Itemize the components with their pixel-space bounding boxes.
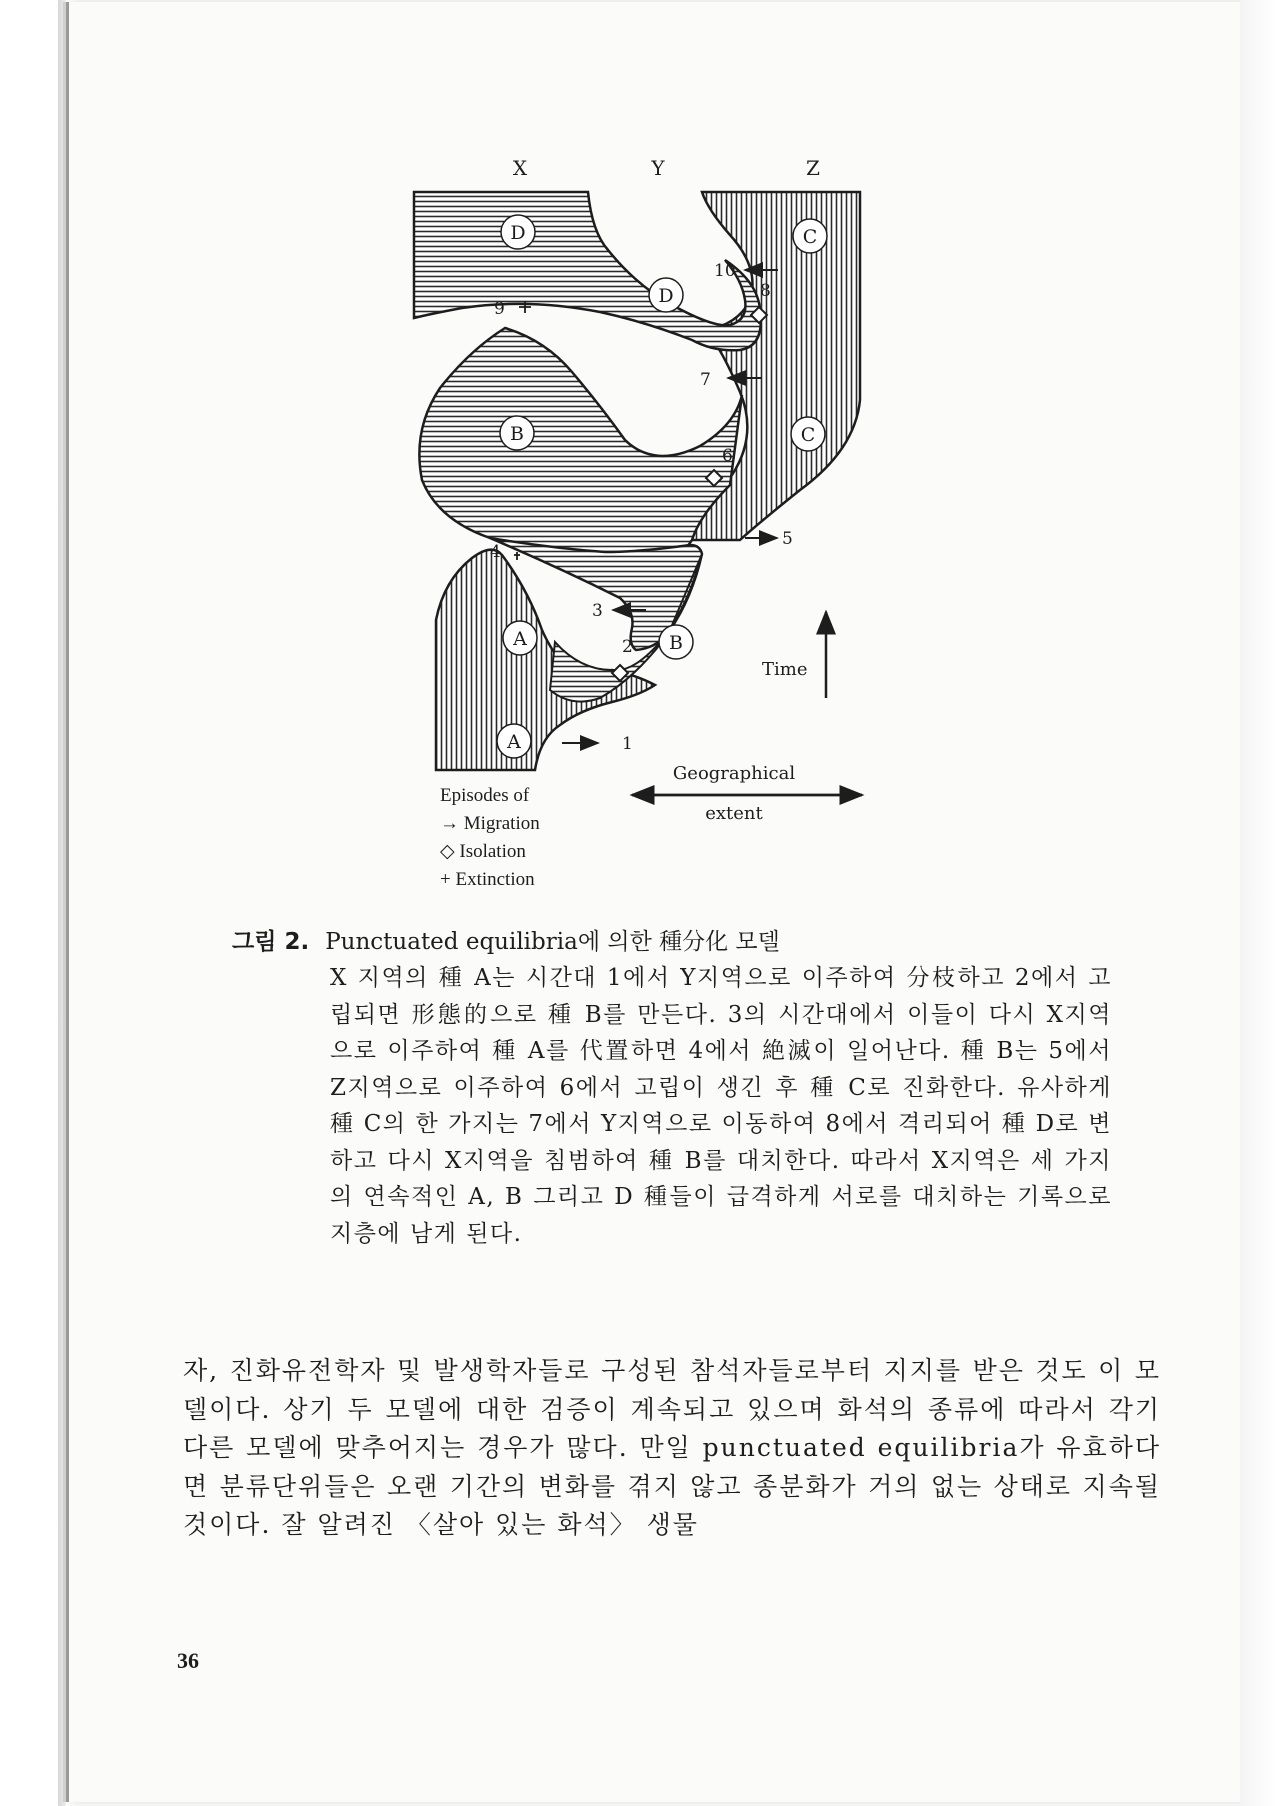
page-edge	[58, 0, 66, 1806]
page-number: 36	[177, 1648, 199, 1673]
region-label-z: Z	[806, 156, 820, 180]
species-label: A	[513, 628, 527, 650]
region-label-x: X	[512, 156, 528, 180]
episode-number: 1	[622, 734, 633, 754]
figure-caption	[232, 924, 1112, 1252]
figure-legend	[440, 782, 540, 894]
episode-number: 7	[700, 370, 711, 390]
time-label: Time	[762, 659, 808, 680]
episode-number: 6	[722, 446, 733, 466]
species-label: C	[800, 424, 816, 446]
body-paragraph: 자, 진화유전학자 및 발생학자들로 구성된 참석자들로부터 지지를 받은 것도 이 모델이다. 상기 두 모델에 대한 검증이 계속되고 있으며 화석의 종류에 따라서 각기 다른 모델에 맞추어지는 경우가 많다. 만일 punctuated equilibria가 유효하다면 분류단위들은 오랜 기간의 변화를 겪지 않고 종분화가 거의 없는 상태로 지속될 것이다. 잘 알려진 〈살아 있는 화석〉 생물	[183, 1356, 1161, 1539]
species-b-region	[419, 328, 742, 555]
episode-number: 8	[760, 281, 771, 301]
caption-number: 그림 2.	[232, 929, 310, 955]
episode-number: 5	[782, 529, 793, 549]
species-label: A	[507, 731, 521, 753]
caption-heading	[232, 924, 1112, 960]
legend-migration: → Migration	[440, 813, 540, 834]
species-label: D	[510, 222, 526, 244]
legend-isolation: ◇ Isolation	[440, 841, 526, 862]
caption-title: Punctuated equilibria에 의한 種分化 모델	[325, 929, 780, 955]
episode-number: 3	[592, 601, 603, 621]
species-label: B	[669, 632, 683, 654]
region-label-y: Y	[651, 156, 665, 180]
caption-text: X 지역의 種 A는 시간대 1에서 Y지역으로 이주하여 分枝하고 2에서 고립되면 形態的으로 種 B를 만든다. 3의 시간대에서 이들이 다시 X지역으로 이주하여 種 A를 代置하면 4에서 絶滅이 일어난다. 種 B는 5에서 Z지역으로 이주하여 6에서 고립이 생긴 후 種 C로 진화한다. 유사하게 種 C의 한 가지는 7에서 Y지역으로 이동하여 8에서 격리되어 種 D로 변하고 다시 X지역을 침범하여 種 B를 대치한다. 따라서 X지역은 세 가지의 연속적인 A, B 그리고 D 種들이 급격하게 서로를 대치하는 기록으로 지층에 남게 된다.	[330, 965, 1112, 1247]
legend-extinction: + Extinction	[440, 869, 535, 890]
species-label: D	[658, 285, 674, 307]
episode-number: 9	[494, 299, 505, 319]
geographical-label: Geographical	[672, 763, 796, 784]
legend-title: Episodes of	[440, 785, 530, 806]
species-label: B	[510, 423, 524, 445]
episode-number: 2	[622, 637, 633, 657]
episode-number: 4	[490, 542, 501, 562]
species-d-region	[414, 192, 761, 350]
extent-label: extent	[705, 803, 763, 824]
episode-number: 10	[714, 261, 736, 281]
species-label: C	[802, 226, 818, 248]
page-shadow	[1240, 0, 1276, 1806]
